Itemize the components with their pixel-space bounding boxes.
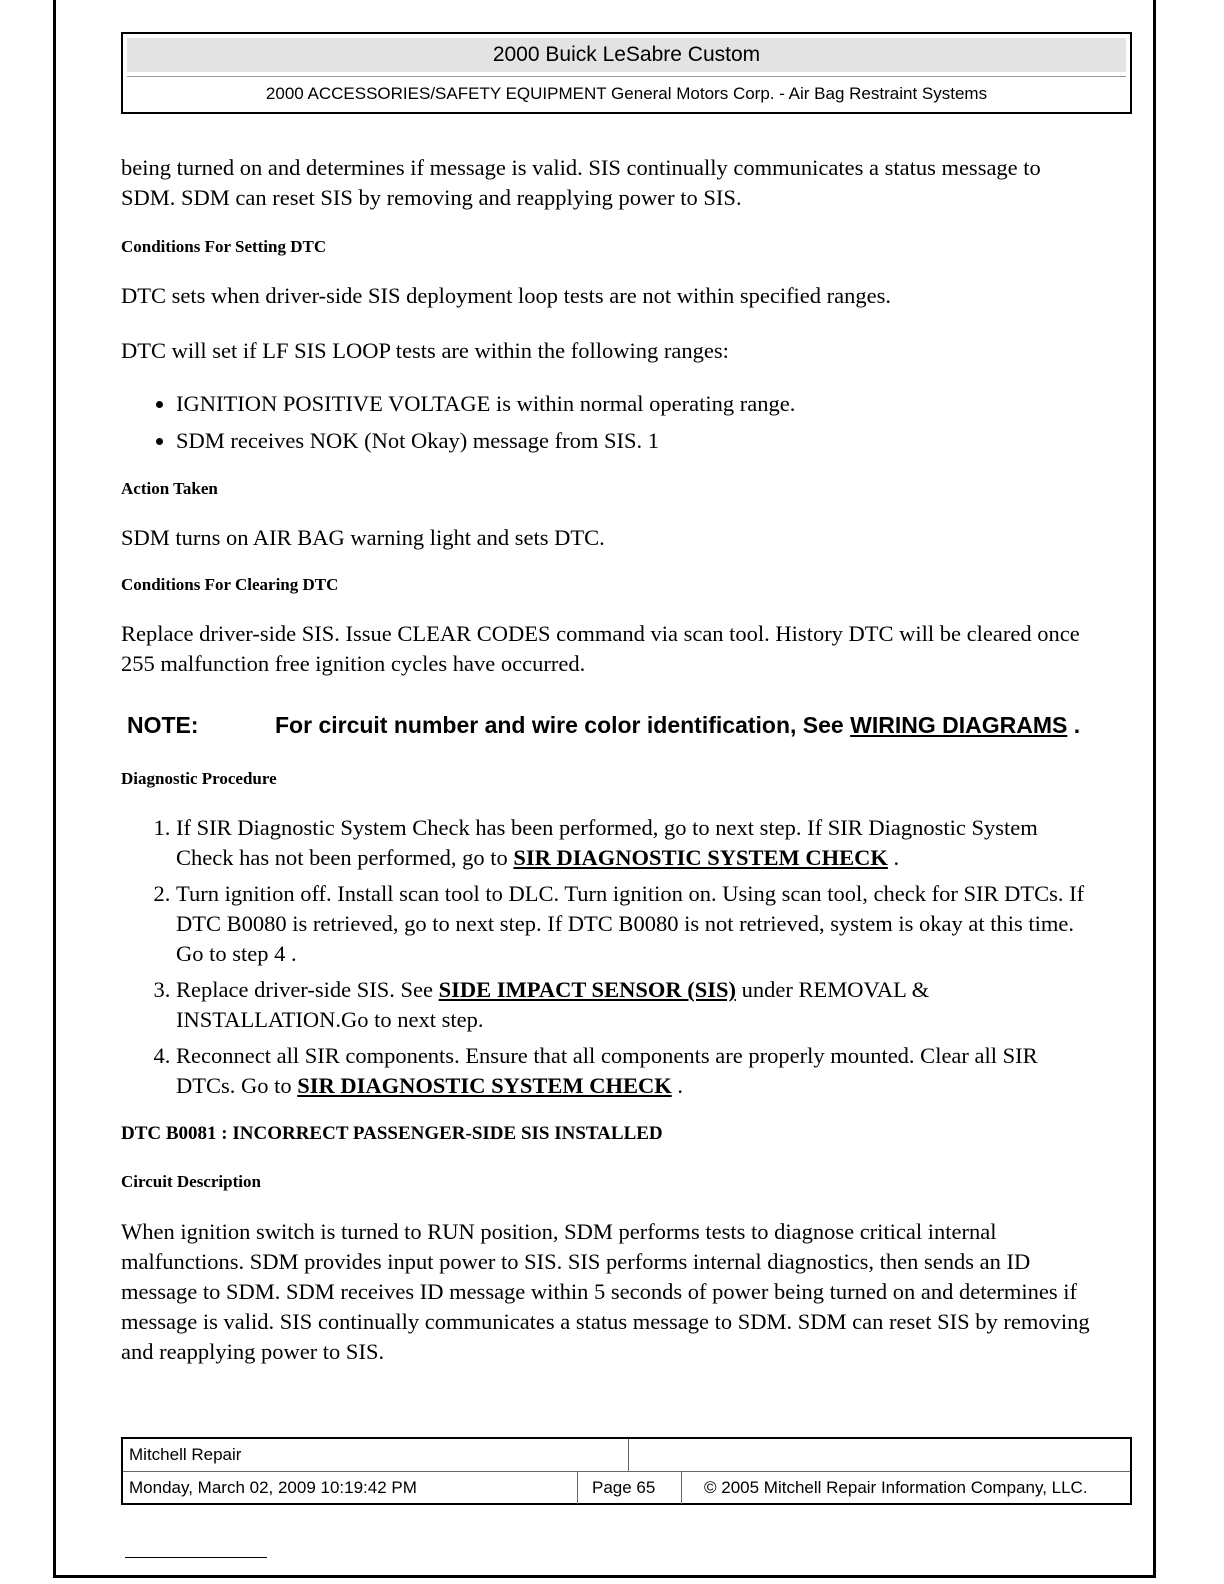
list-item bbox=[176, 975, 1096, 1035]
dtc-b0081-heading: DTC B0081 : INCORRECT PASSENGER-SIDE SIS INSTALLED bbox=[121, 1123, 663, 1144]
header-subtitle: 2000 ACCESSORIES/SAFETY EQUIPMENT General Motors Corp. - Air Bag Restraint Systems bbox=[127, 76, 1126, 111]
header-title: 2000 Buick LeSabre Custom bbox=[127, 38, 1126, 72]
step-text: Turn ignition off. Install scan tool to DLC. Turn ignition on. Using scan tool, check for SIR DTCs. If DTC B0080 is retrieved, go to next step. If DTC B0080 is not retrieved, system is okay at this time. Go to step 4 . bbox=[176, 881, 1085, 966]
step-after: . bbox=[677, 1073, 683, 1098]
footer-empty-cell bbox=[629, 1439, 1130, 1471]
document-header bbox=[121, 32, 1132, 114]
footer-row-2 bbox=[123, 1472, 1130, 1504]
step-after: under REMOVAL & INSTALLATION.Go to next step. bbox=[176, 977, 930, 1032]
action-heading: Action Taken bbox=[121, 479, 218, 498]
wiring-diagrams-link[interactable]: WIRING DIAGRAMS bbox=[850, 712, 1068, 738]
circuit-description-heading: Circuit Description bbox=[121, 1172, 261, 1191]
note-label: NOTE: bbox=[127, 712, 199, 738]
side-impact-sensor-link[interactable]: SIDE IMPACT SENSOR (SIS) bbox=[438, 977, 736, 1002]
action-paragraph: SDM turns on AIR BAG warning light and sets DTC. bbox=[121, 525, 605, 550]
list-item: • IGNITION POSITIVE VOLTAGE is within normal operating range. bbox=[176, 385, 1096, 422]
list-item bbox=[176, 1041, 1096, 1101]
note-body bbox=[275, 710, 1096, 740]
document-footer bbox=[121, 1437, 1132, 1505]
sir-diagnostic-system-check-link[interactable]: SIR DIAGNOSTIC SYSTEM CHECK bbox=[513, 845, 888, 870]
conditions-bullet-list bbox=[121, 385, 1096, 459]
document-content bbox=[121, 153, 1096, 1367]
footer-datetime: Monday, March 02, 2009 10:19:42 PM bbox=[123, 1472, 578, 1504]
list-item bbox=[176, 813, 1096, 873]
step-text: Reconnect all SIR components. Ensure that all components are properly mounted. Clear all SIR DTCs. Go to bbox=[176, 1043, 1038, 1098]
step-after: . bbox=[893, 845, 900, 870]
note-end: . bbox=[1073, 712, 1081, 738]
conditions-setting-paragraph-1: DTC sets when driver-side SIS deployment loop tests are not within specified ranges. bbox=[121, 283, 892, 308]
bottom-rule bbox=[125, 1557, 267, 1558]
clearing-paragraph: Replace driver-side SIS. Issue CLEAR CODES command via scan tool. History DTC will be cleared once 255 malfunction free ignition cycles have occurred. bbox=[121, 621, 1080, 676]
footer-row-1 bbox=[123, 1439, 1130, 1472]
footer-copyright: © 2005 Mitchell Repair Information Company, LLC. bbox=[704, 1478, 1088, 1497]
conditions-setting-heading: Conditions For Setting DTC bbox=[121, 237, 327, 256]
step-text: If SIR Diagnostic System Check has been performed, go to next step. If SIR Diagnostic System Check has not been performed, go to bbox=[176, 815, 1038, 870]
intro-paragraph: being turned on and determines if message is valid. SIS continually communicates a status message to SDM. SDM can reset SIS by removing and reapplying power to SIS. bbox=[121, 155, 1041, 210]
conditions-setting-paragraph-2: DTC will set if LF SIS LOOP tests are within the following ranges: bbox=[121, 338, 729, 363]
list-item: • SDM receives NOK (Not Okay) message from SIS. 1 bbox=[176, 422, 1096, 459]
procedure-steps bbox=[121, 813, 1096, 1101]
footer-company: Mitchell Repair bbox=[123, 1439, 629, 1471]
sir-diagnostic-system-check-link[interactable]: SIR DIAGNOSTIC SYSTEM CHECK bbox=[297, 1073, 672, 1098]
procedure-heading: Diagnostic Procedure bbox=[121, 769, 277, 788]
circuit-description-paragraph: When ignition switch is turned to RUN position, SDM performs tests to diagnose critical internal malfunctions. SDM provides input power to SIS. SIS performs internal diagnostics, then sends an ID message to SDM. SDM receives ID message within 5 seconds of power being turned on and determines if message is valid. SIS continually communicates a status message to SDM. SDM can reset SIS by removing and reapplying power to SIS. bbox=[121, 1219, 1090, 1364]
note-text: For circuit number and wire color identification, See bbox=[275, 712, 844, 738]
clearing-heading: Conditions For Clearing DTC bbox=[121, 575, 339, 594]
list-item bbox=[176, 879, 1096, 969]
step-text: Replace driver-side SIS. See bbox=[176, 977, 433, 1002]
footer-page-number: Page 65 bbox=[578, 1472, 682, 1504]
note-box bbox=[121, 710, 1096, 740]
